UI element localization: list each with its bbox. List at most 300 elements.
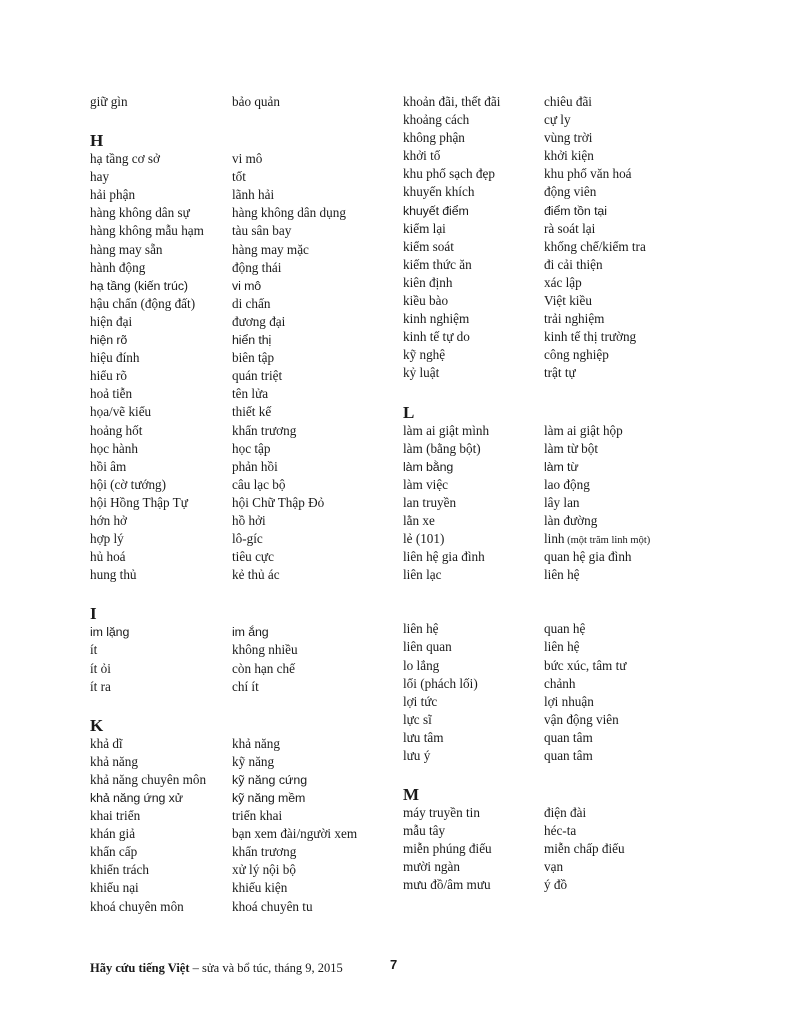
replacement-term <box>544 310 604 328</box>
replacement-text: liên hệ <box>544 639 580 655</box>
source-term: hoảng hốt <box>90 422 143 438</box>
glossary-row <box>403 183 703 201</box>
source-term: hồi âm <box>90 458 127 474</box>
source-term: hiểu rõ <box>90 368 127 384</box>
source-term: hung thủ <box>90 567 137 583</box>
replacement-term <box>544 129 592 147</box>
replacement-text: tốt <box>232 169 246 185</box>
replacement-text: đi cải thiện <box>544 256 603 272</box>
replacement-text: miễn chấp điếu <box>544 841 625 857</box>
replacement-term <box>232 494 324 512</box>
glossary-row <box>90 753 390 771</box>
glossary-row <box>90 771 390 789</box>
source-term: hành động <box>90 259 146 275</box>
replacement-text: tàu sân bay <box>232 223 292 239</box>
glossary-row <box>403 876 703 894</box>
glossary-row <box>403 364 703 382</box>
glossary-row <box>90 566 390 584</box>
source-term: khán giả <box>90 826 136 842</box>
source-term: làm việc <box>403 476 449 492</box>
glossary-row <box>90 403 390 421</box>
glossary-row <box>90 898 390 916</box>
replacement-text: còn hạn chế <box>232 660 295 676</box>
replacement-text: vạn <box>544 859 564 875</box>
source-term: kiên định <box>403 274 453 290</box>
replacement-term <box>544 858 563 876</box>
replacement-term <box>232 825 357 843</box>
source-term: hạ tầng (kiến trúc) <box>90 278 188 293</box>
replacement-term <box>544 292 592 310</box>
glossary-row <box>90 678 390 696</box>
replacement-term <box>232 879 287 897</box>
glossary-row <box>403 657 703 675</box>
source-term: kinh tế tự do <box>403 329 470 345</box>
replacement-text: linh <box>544 531 565 547</box>
section-heading: L <box>403 402 415 422</box>
replacement-term <box>544 93 592 111</box>
source-term: khả dĩ <box>90 735 123 751</box>
replacement-text: khu phố văn hoá <box>544 166 632 182</box>
replacement-text: công nghiệp <box>544 347 609 363</box>
glossary-row <box>90 422 390 440</box>
glossary-row <box>403 476 703 494</box>
glossary-row <box>90 789 390 807</box>
replacement-text: xác lập <box>544 274 582 290</box>
replacement-text: khống chế/kiểm tra <box>544 238 646 254</box>
source-term: kinh nghiệm <box>403 311 470 327</box>
glossary-row <box>403 530 703 548</box>
replacement-term <box>232 349 274 367</box>
glossary-row <box>90 476 390 494</box>
source-term: hội (cờ tướng) <box>90 476 167 492</box>
replacement-text: biên tập <box>232 350 275 366</box>
page-footer <box>90 961 343 976</box>
section-heading: I <box>90 604 97 624</box>
replacement-term <box>232 476 285 494</box>
glossary-row <box>90 530 390 548</box>
source-term: làm bằng <box>403 459 454 474</box>
replacement-text: quan hệ gia đình <box>544 549 632 565</box>
replacement-text: câu lạc bộ <box>232 476 286 492</box>
glossary-row <box>403 202 703 220</box>
replacement-term <box>544 876 567 894</box>
glossary-row <box>403 238 703 256</box>
replacement-term <box>232 458 278 476</box>
source-term: kiếm thức ăn <box>403 256 472 272</box>
source-term: giữ gìn <box>90 94 128 109</box>
source-term: lo lắng <box>403 657 440 673</box>
source-term: kỹ nghệ <box>403 347 446 363</box>
replacement-text: động viên <box>544 184 597 200</box>
source-term: hợp lý <box>90 531 124 547</box>
replacement-text: im ắng <box>232 625 269 640</box>
replacement-term <box>544 729 593 747</box>
source-term: mười ngàn <box>403 859 460 875</box>
spacer <box>403 584 703 620</box>
source-term: khởi tố <box>403 148 441 164</box>
source-term: miễn phúng điếu <box>403 841 492 857</box>
replacement-term <box>232 186 274 204</box>
glossary-row <box>90 735 390 753</box>
replacement-term <box>232 512 266 530</box>
source-term: kiểm lại <box>403 220 446 236</box>
glossary-row <box>403 693 703 711</box>
replacement-text: điện đài <box>544 805 587 821</box>
replacement-term <box>232 93 280 111</box>
source-term: làm ai giật mình <box>403 422 490 438</box>
replacement-text: lao động <box>544 476 590 492</box>
source-term: ít ra <box>90 678 111 694</box>
source-term: khu phố sạch đẹp <box>403 166 495 182</box>
source-term: hải phận <box>90 187 136 203</box>
replacement-text: kỹ năng <box>232 753 275 769</box>
replacement-text: vi mô <box>232 278 262 293</box>
source-term: liên quan <box>403 639 452 655</box>
glossary-row <box>403 747 703 765</box>
source-term: lan truyền <box>403 494 457 510</box>
glossary-row <box>403 804 703 822</box>
replacement-text: khiếu kiện <box>232 880 288 896</box>
replacement-term <box>544 620 585 638</box>
replacement-term <box>544 512 597 530</box>
source-term: lẻ (101) <box>403 531 445 547</box>
replacement-term <box>544 530 650 548</box>
replacement-text: điểm tồn tại <box>544 203 607 218</box>
source-term: máy truyền tin <box>403 805 480 821</box>
replacement-text: kỹ năng cứng <box>232 772 308 787</box>
replacement-text: đương đại <box>232 313 286 329</box>
glossary-row <box>403 165 703 183</box>
replacement-text: bức xúc, tâm tư <box>544 657 627 673</box>
replacement-term <box>232 331 271 349</box>
footer-title: Hãy cứu tiếng Việt <box>90 961 190 975</box>
replacement-term <box>232 566 280 584</box>
source-term: hoả tiễn <box>90 386 133 402</box>
glossary-row <box>90 259 390 277</box>
replacement-term <box>544 840 625 858</box>
source-term: họa/vẽ kiểu <box>90 404 152 420</box>
glossary-row <box>403 512 703 530</box>
replacement-term <box>544 822 576 840</box>
source-term: hàng không mẫu hạm <box>90 223 204 239</box>
replacement-text: khẩn trương <box>232 422 297 438</box>
replacement-term <box>544 747 593 765</box>
source-term: liên lạc <box>403 567 442 583</box>
source-term: hiện rõ <box>90 333 128 348</box>
source-term: khiển trách <box>90 862 149 878</box>
source-term: ít ỏi <box>90 660 111 676</box>
replacement-text: trật tự <box>544 365 576 381</box>
source-term: khuyết điểm <box>403 203 469 218</box>
glossary-row <box>403 440 703 458</box>
replacement-term <box>232 241 309 259</box>
glossary-row <box>403 274 703 292</box>
replacement-text: làm từ bột <box>544 440 599 456</box>
glossary-row <box>90 825 390 843</box>
source-term: lưu tâm <box>403 729 444 745</box>
replacement-text: hội Chữ Thập Đỏ <box>232 494 325 510</box>
replacement-term <box>232 735 280 753</box>
source-term: liên hệ <box>403 621 439 637</box>
replacement-term <box>544 147 594 165</box>
replacement-term <box>232 623 269 641</box>
source-term: khoản đãi, thết đãi <box>403 94 501 109</box>
replacement-text: làm ai giật hộp <box>544 422 623 438</box>
replacement-term <box>232 861 296 879</box>
source-term: hàng may sẵn <box>90 241 163 257</box>
source-term: hàng không dân sự <box>90 205 190 221</box>
glossary-row <box>403 93 703 111</box>
source-term: khiếu nại <box>90 880 139 896</box>
glossary-row <box>90 623 390 641</box>
replacement-term <box>544 711 619 729</box>
glossary-row <box>403 840 703 858</box>
source-term: lằn xe <box>403 512 435 528</box>
glossary-row <box>403 220 703 238</box>
glossary-row <box>403 328 703 346</box>
replacement-text: quan tâm <box>544 748 593 763</box>
replacement-term <box>232 422 296 440</box>
glossary-row <box>90 222 390 240</box>
replacement-text: bảo quản <box>232 94 280 109</box>
replacement-text: hồ hởi <box>232 512 266 528</box>
source-term: hủ hoá <box>90 549 126 565</box>
replacement-text: kỹ năng mềm <box>232 791 306 805</box>
glossary-row <box>90 295 390 313</box>
replacement-term <box>544 256 603 274</box>
replacement-term <box>232 150 262 168</box>
footer-subtitle: – sửa và bổ túc, tháng 9, 2015 <box>189 961 343 975</box>
replacement-term <box>544 693 594 711</box>
source-term: học hành <box>90 440 138 456</box>
replacement-text: quan tâm <box>544 729 593 745</box>
source-term: lối (phách lối) <box>403 675 478 691</box>
replacement-term <box>232 843 296 861</box>
glossary-row <box>403 147 703 165</box>
replacement-text: triển khai <box>232 808 283 824</box>
replacement-term <box>544 566 580 584</box>
source-term: hiệu đính <box>90 350 140 366</box>
replacement-text: làm từ <box>544 459 579 474</box>
replacement-term <box>544 274 582 292</box>
glossary-row <box>90 861 390 879</box>
glossary-row <box>90 313 390 331</box>
glossary-row <box>90 186 390 204</box>
left-column <box>90 93 390 916</box>
replacement-term <box>232 295 270 313</box>
glossary-row <box>90 843 390 861</box>
replacement-term <box>232 807 282 825</box>
glossary-row <box>403 494 703 512</box>
replacement-text: lây lan <box>544 494 580 510</box>
source-term: khuyến khích <box>403 184 475 200</box>
glossary-row <box>403 292 703 310</box>
source-term: kỷ luật <box>403 365 440 381</box>
replacement-text: kẻ thủ ác <box>232 567 280 583</box>
replacement-text: xử lý nội bộ <box>232 862 296 878</box>
section-heading: K <box>90 715 104 735</box>
replacement-term <box>232 259 281 277</box>
section-heading: M <box>403 785 420 805</box>
replacement-term <box>232 367 282 385</box>
glossary-row <box>90 367 390 385</box>
source-term: khai triển <box>90 808 141 824</box>
replacement-term <box>232 204 346 222</box>
glossary-row <box>90 879 390 897</box>
glossary-row <box>403 566 703 584</box>
glossary-row <box>403 675 703 693</box>
glossary-row <box>403 256 703 274</box>
replacement-term <box>544 804 586 822</box>
source-term: không phận <box>403 130 465 146</box>
replacement-term <box>544 202 607 220</box>
glossary-row <box>90 349 390 367</box>
replacement-text: vùng trời <box>544 130 593 146</box>
replacement-term <box>232 898 313 916</box>
replacement-text: di chấn <box>232 295 271 311</box>
replacement-term <box>544 111 571 129</box>
source-term: khả năng chuyên môn <box>90 771 207 787</box>
replacement-term <box>232 277 261 295</box>
replacement-text: Việt kiều <box>544 293 592 309</box>
replacement-text: rà soát lại <box>544 220 596 236</box>
source-term: hậu chấn (động đất) <box>90 295 196 311</box>
glossary-row <box>90 440 390 458</box>
replacement-term <box>232 403 271 421</box>
glossary-row <box>90 458 390 476</box>
glossary-row <box>403 729 703 747</box>
replacement-text: lợi nhuận <box>544 693 594 709</box>
replacement-text: tiêu cực <box>232 549 274 565</box>
replacement-term <box>232 385 268 403</box>
replacement-text: héc-ta <box>544 823 577 839</box>
replacement-term <box>544 458 579 476</box>
replacement-text: vận động viên <box>544 711 619 727</box>
source-term: lưu ý <box>403 748 431 763</box>
glossary-row <box>90 277 390 295</box>
replacement-text: khẩn trương <box>232 844 297 860</box>
replacement-text: phản hồi <box>232 458 278 474</box>
glossary-row <box>403 422 703 440</box>
replacement-term <box>544 638 580 656</box>
source-term: làm (bằng bột) <box>403 440 481 456</box>
glossary-row <box>90 660 390 678</box>
source-term: mẫu tây <box>403 823 446 839</box>
replacement-text: khả năng <box>232 735 280 751</box>
replacement-text: không nhiều <box>232 642 298 658</box>
replacement-term <box>544 657 626 675</box>
source-term: khả năng ứng xử <box>90 791 183 805</box>
replacement-term <box>544 675 576 693</box>
glossary-row <box>403 858 703 876</box>
glossary-row <box>90 168 390 186</box>
replacement-text: quán triệt <box>232 368 283 384</box>
replacement-term <box>232 641 298 659</box>
section-heading: H <box>90 131 104 151</box>
source-term: khả năng <box>90 753 138 769</box>
glossary-row <box>90 331 390 349</box>
replacement-term <box>232 222 291 240</box>
glossary-row <box>90 641 390 659</box>
replacement-term <box>232 313 285 331</box>
glossary-row <box>90 807 390 825</box>
replacement-term <box>232 771 307 789</box>
glossary-row <box>90 150 390 168</box>
replacement-text: tên lửa <box>232 386 269 402</box>
replacement-term <box>544 548 632 566</box>
glossary-row <box>403 711 703 729</box>
source-term: lợi tức <box>403 693 438 709</box>
replacement-term <box>544 346 609 364</box>
replacement-term <box>544 238 646 256</box>
replacement-text: cự ly <box>544 112 571 128</box>
glossary-row <box>403 638 703 656</box>
replacement-text: ý đồ <box>544 877 568 893</box>
source-term: mưu đồ/âm mưu <box>403 877 491 893</box>
source-term: hạ tầng cơ sở <box>90 151 160 167</box>
glossary-row <box>403 111 703 129</box>
replacement-term <box>232 678 259 696</box>
source-term: liên hệ gia đình <box>403 549 485 565</box>
replacement-term <box>544 364 576 382</box>
replacement-term <box>232 548 274 566</box>
replacement-term <box>544 422 623 440</box>
replacement-text: chảnh <box>544 675 576 691</box>
source-term: khẩn cấp <box>90 844 138 860</box>
glossary-row <box>90 204 390 222</box>
glossary-row <box>403 458 703 476</box>
glossary-row <box>90 512 390 530</box>
source-term: kiều bào <box>403 293 449 309</box>
page-number: 7 <box>390 957 398 972</box>
replacement-text: liên hệ <box>544 567 580 583</box>
replacement-term <box>544 220 595 238</box>
replacement-text: động thái <box>232 259 282 275</box>
replacement-text: lãnh hải <box>232 187 275 203</box>
source-term: im lặng <box>90 625 130 640</box>
replacement-term <box>232 789 305 807</box>
replacement-text: hàng may mặc <box>232 241 309 257</box>
glossary-row <box>403 310 703 328</box>
replacement-term <box>544 440 598 458</box>
replacement-term <box>232 530 263 548</box>
replacement-text: khoá chuyên tu <box>232 898 313 914</box>
source-term: hớn hở <box>90 512 128 528</box>
right-column <box>403 93 703 895</box>
replacement-text: bạn xem đài/người xem <box>232 826 358 842</box>
replacement-text: chiêu đãi <box>544 94 592 109</box>
glossary-row <box>403 620 703 638</box>
replacement-text: kinh tế thị trường <box>544 329 637 345</box>
source-term: lực sĩ <box>403 711 432 727</box>
replacement-text: thiết kế <box>232 404 272 420</box>
glossary-row <box>90 93 390 111</box>
replacement-note: (một trăm linh một) <box>564 535 651 547</box>
source-term: kiểm soát <box>403 238 454 254</box>
replacement-term <box>544 494 580 512</box>
source-term: hội Hồng Thập Tự <box>90 494 188 510</box>
glossary-row <box>403 548 703 566</box>
source-term: ít <box>90 642 98 658</box>
replacement-text: học tập <box>232 440 271 456</box>
replacement-text: lô-gíc <box>232 531 263 547</box>
replacement-text: quan hệ <box>544 621 586 637</box>
source-term: hiện đại <box>90 313 133 329</box>
replacement-text: vi mô <box>232 151 263 167</box>
glossary-row <box>403 129 703 147</box>
replacement-term <box>232 168 246 186</box>
replacement-term <box>232 440 270 458</box>
